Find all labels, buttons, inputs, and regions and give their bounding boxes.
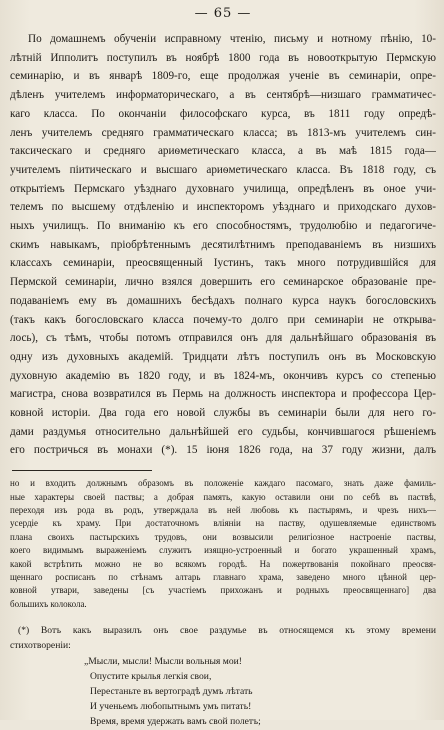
footnote-line: ные характеры своей паствы; а добрая память, какую оставили они по себѣ въ паствѣ,: [10, 491, 436, 502]
main-text-line: магистра, снова возвратился въ Пермь на должность инспектора и профессора Цер-: [10, 388, 436, 401]
footnote-line: коего видимымъ выраженіемъ служитъ изящно-устроенный и богато украшенный храмъ,: [10, 545, 436, 556]
footnote-continuation: [10, 477, 436, 611]
main-text-line: (такъ какъ богословскаго класса почему-то долго при семинаріи не открыва-: [10, 313, 436, 326]
main-text-line: скимъ навыкамъ, пріобрѣтеннымъ десятилѣтнимъ преподаваніемъ въ низшихъ: [10, 238, 436, 251]
footnote-line: какой встрѣтить можно не во всякомъ городѣ. На пожертвованія покойнаго преосвя-: [10, 558, 436, 569]
footnote-line: переходя изъ рода въ родъ, утверждала въ ней любовь къ пастырямъ, и чрезъ нихъ—: [10, 504, 436, 515]
main-text-line: дѣленъ учителемъ информаторическаго, а въ сентябрѣ—низшаго грамматичес-: [10, 89, 436, 102]
main-text-line: духовную академію въ 1820 году, и въ 1824-мъ, окончивъ курсъ со степенью: [10, 369, 436, 382]
main-text-line: его постричься въ монахи (*). 15 іюня 1826 года, на 37 году жизни, далъ: [10, 444, 436, 457]
main-text-line: семинарію, и въ январѣ 1809-го, еще продолжая ученіе въ семинаріи, опре-: [10, 70, 436, 83]
footnote-separator: [12, 470, 152, 471]
main-text-line: дами раздумья относительно дальнѣйшей его судьбы, кончившагося рѣшеніемъ: [10, 425, 436, 438]
main-text-line: каго класса. По окончаніи философскаго курса, въ 1811 году опредѣ-: [10, 107, 436, 120]
main-text-line: учителемъ піитическаго и высшаго ариѳметическаго класса. Въ 1818 году, съ: [10, 163, 436, 176]
main-text-block: [10, 30, 436, 460]
footnote-line: усердіе къ храму. При достаточномъ вліяніи на паству, одушевляемые единствомъ: [10, 518, 436, 529]
poem-verse-line: Перестаньте въ вертоградѣ думъ лѣтать: [90, 686, 253, 698]
footnote-poem: [10, 623, 436, 729]
footnote-line: ковной утвари, заведены [съ участіемъ прихожанъ и родныхъ преосвященнаго] два: [10, 585, 436, 596]
main-text-line: ковной исторіи. Два года его новой службы въ семинаріи были для него го-: [10, 407, 436, 420]
page-number: — 65 —: [194, 6, 252, 21]
poem-verse-line: Время, время удержать вамъ свой полетъ;: [90, 716, 261, 728]
footnote-line: щеннаго росписанъ по стѣнамъ алтарь главнаго храма, заведено много цѣнной цер-: [10, 572, 436, 583]
footnote-poem-intro-end: стихотвореніи:: [10, 640, 71, 652]
main-text-line: телемъ по высшему отдѣленію и инспекторомъ уѣзднаго и приходскаго духов-: [10, 201, 436, 214]
main-text-line: лѣтній Ипполитъ поступилъ въ ноябрѣ 1800 года въ новооткрытую Пермскую: [10, 51, 436, 64]
main-text-line: По домашнемъ обученіи исправному чтенію, письму и нотному пѣнію, 10-: [28, 33, 436, 45]
footnote-poem-intro: (*) Вотъ какъ выразилъ онъ свое раздумье въ относящемся къ этому времени: [18, 625, 436, 637]
main-text-line: классахъ семинаріи, преосвященный Іустинъ, такъ много потрудившійся для: [10, 257, 436, 270]
poem-verse-line: И ученьемъ любопытнымъ умъ питать!: [90, 701, 252, 713]
main-text-line: таксическаго и средняго ариѳметическаго класса, а въ маѣ 1815 года—: [10, 145, 436, 158]
main-text-line: подаваніемъ ему въ домашнихъ бесѣдахъ полнаго курса наукъ богословскихъ: [10, 294, 436, 307]
main-text-line: Пермской семинаріи, лично взялся довершить его семинарское образованіе пре-: [10, 276, 436, 289]
footnote-line: большихъ колокола.: [10, 598, 87, 609]
main-text-line: ленъ учителемъ средняго грамматическаго класса; въ 1813-мъ учителемъ син-: [10, 126, 436, 139]
main-text-line: одну изъ духовныхъ академій. Тридцати лѣтъ поступилъ онъ въ Московскую: [10, 350, 436, 363]
main-text-line: ныхъ училищъ. По вниманію къ его способностямъ, трудолюбію и педагогиче-: [10, 220, 436, 233]
poem-verse-line: „Мысли, мысли! Мысли вольныя мои!: [84, 655, 242, 667]
footnote-line: плана своихъ пастырскихъ трудовъ, они возвысили религіозное настроеніе паствы,: [10, 531, 436, 542]
poem-verse-line: Опустите крылья легкія свои,: [90, 670, 212, 682]
main-text-line: лось), съ тѣмъ, чтобы потомъ отправился онъ для дальнѣйшаго образованія въ: [10, 332, 436, 345]
footnote-line: но и входить должнымъ образомъ въ положеніе каждаго пасомаго, знать даже фамиль-: [10, 478, 436, 489]
main-text-line: открытіемъ Пермскаго уѣзднаго духовнаго училища, опредѣленъ въ оное учи-: [10, 182, 436, 195]
